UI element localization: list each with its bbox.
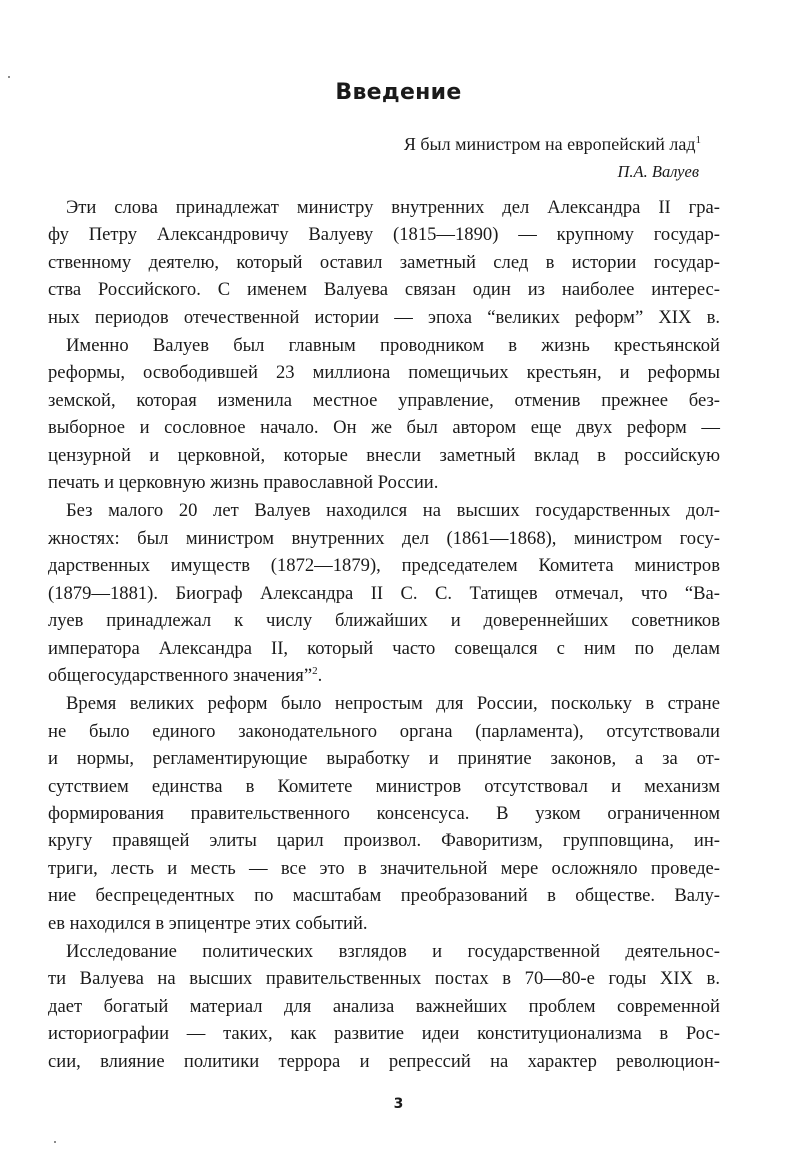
text-line: не было единого законодательного органа (парламента), отсутствовали: [48, 720, 720, 742]
epigraph-footnote-ref: 1: [695, 134, 701, 146]
text-line: сии, влияние политики террора и репрессий на характер революцион-: [48, 1050, 720, 1072]
paragraph-5: [48, 938, 720, 1075]
text-line: формирования правительственного консенсуса. В узком ограниченном: [48, 802, 720, 824]
body-text: [48, 194, 720, 1075]
text-line: дарственных имуществ (1872—1879), председателем Комитета министров: [48, 555, 720, 577]
text-line: императора Александра II, который часто совещался с ним по делам: [48, 637, 720, 659]
text-line: Без малого 20 лет Валуев находился на высших государственных дол-: [66, 500, 720, 522]
scan-speck: [8, 76, 10, 78]
text-line: фу Петру Александровичу Валуеву (1815—1890) — крупному государ-: [48, 224, 720, 246]
paragraph-1: [48, 194, 720, 331]
paragraph-2: [48, 332, 720, 496]
text-line: ние беспрецедентных по масштабам преобразований в обществе. Валу-: [48, 885, 720, 907]
text-line: ти Валуева на высших правительственных постах в 70—80-е годы XIX в.: [48, 968, 720, 990]
text-line: ев находился в эпицентре этих событий.: [48, 912, 368, 934]
text-line-content: общегосударственного значения”: [48, 664, 313, 686]
epigraph-quote-line: [404, 130, 701, 158]
text-line: жностях: был министром внутренних дел (1861—1868), министром госу-: [48, 527, 720, 549]
text-line: [48, 662, 720, 689]
scan-speck: [54, 1141, 56, 1143]
text-line: триги, лесть и месть — все это в значительной мере осложняло проведе-: [48, 857, 720, 879]
paragraph-4: [48, 690, 720, 937]
text-line: и нормы, регламентирующие выработку и принятие законов, а за от-: [48, 748, 720, 770]
text-line: луев принадлежал к числу ближайших и довереннейших советников: [48, 610, 720, 632]
text-line: печать и церковную жизнь православной России.: [48, 472, 439, 494]
page-number: 3: [393, 1096, 404, 1112]
epigraph-author: П.А. Валуев: [617, 162, 699, 181]
text-line: историографии — таких, как развитие идеи конституционализма в Рос-: [48, 1023, 720, 1045]
text-line: сутствием единства в Комитете министров отсутствовал и механизм: [48, 775, 720, 797]
text-line: выборное и сословное начало. Он же был автором еще двух реформ —: [48, 417, 720, 439]
text-line: реформы, освободившей 23 миллиона помещичьих крестьян, и реформы: [48, 362, 720, 384]
text-line: Именно Валуев был главным проводником в жизнь крестьянской: [66, 335, 720, 357]
text-line: цензурной и церковной, которые внесли заметный вклад в российскую: [48, 444, 720, 466]
epigraph-quote: Я был министром на европейский лад: [403, 134, 696, 154]
text-line: Исследование политических взглядов и государственной деятельнос-: [66, 940, 720, 962]
chapter-heading: Введение: [335, 80, 462, 105]
text-line: ных периодов отечественной истории — эпоха “великих реформ” XIX в.: [48, 306, 720, 328]
text-line: ственному деятелю, который оставил заметный след в истории государ-: [48, 251, 720, 273]
text-line: Время великих реформ было непростым для России, поскольку в стране: [66, 693, 720, 715]
text-line: ства Российского. С именем Валуева связан один из наиболее интерес-: [48, 279, 720, 301]
text-line: Эти слова принадлежат министру внутренних дел Александра II гра-: [66, 197, 720, 218]
text-line: (1879—1881). Биограф Александра II С. С. Татищев отмечал, что “Ва-: [48, 582, 720, 604]
epigraph: [404, 130, 701, 186]
text-line: земской, которая изменила местное управление, отменив прежнее без-: [48, 389, 720, 411]
text-line: дает богатый материал для анализа важнейших проблем современной: [48, 995, 720, 1017]
paragraph-3: [48, 497, 720, 689]
text-line-tail: .: [317, 664, 323, 686]
text-line: кругу правящей элиты царил произвол. Фаворитизм, групповщина, ин-: [48, 830, 720, 852]
footnote-ref: 2: [312, 664, 318, 677]
